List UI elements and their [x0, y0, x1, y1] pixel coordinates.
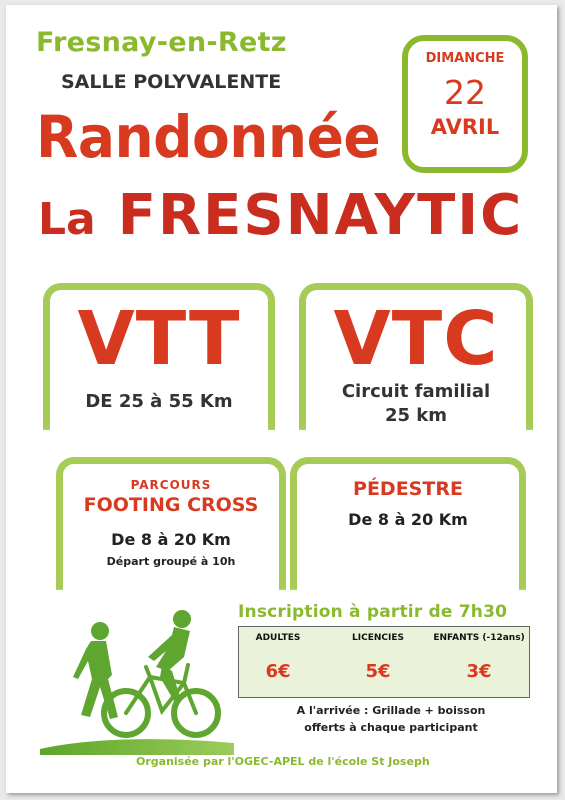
pedestre-distance: De 8 à 20 Km — [348, 510, 468, 529]
price-table — [238, 626, 530, 698]
price-value: 3€ — [466, 661, 492, 682]
price-label: ENFANTS (-12ans) — [433, 633, 525, 643]
pedestre-title: PÉDESTRE — [353, 478, 463, 500]
registration-heading: Inscription à partir de 7h30 — [238, 602, 508, 622]
walker-cyclist-illustration — [34, 605, 234, 755]
arrival-line-2: offerts à chaque participant — [304, 720, 478, 734]
title-article: La — [38, 194, 96, 245]
price-adults — [243, 633, 313, 682]
vtt-distance: DE 25 à 55 Km — [85, 391, 233, 412]
price-label: LICENCIES — [352, 633, 404, 643]
price-value: 6€ — [265, 661, 291, 682]
price-label: ADULTES — [255, 633, 301, 643]
event-type-title: Randonnée — [36, 103, 381, 171]
flyer — [6, 5, 557, 793]
price-licensed — [343, 633, 413, 682]
footing-title: FOOTING CROSS — [83, 494, 259, 516]
footing-kicker: PARCOURS — [130, 478, 212, 492]
footing-start-note: Départ groupé à 10h — [106, 555, 236, 568]
vtc-title: VTC — [333, 296, 499, 382]
footing-card — [56, 457, 286, 590]
date-day: 22 — [444, 73, 486, 112]
town-name: Fresnay-en-Retz — [36, 27, 287, 58]
date-box — [402, 35, 528, 173]
price-children — [433, 633, 525, 682]
footing-distance: De 8 à 20 Km — [111, 530, 231, 549]
vtc-distance: 25 km — [384, 405, 448, 427]
organizer-credit: Organisée par l'OGEC-APEL de l'école St Joseph — [136, 755, 430, 768]
vtc-card — [299, 283, 533, 430]
pedestre-card — [290, 457, 526, 590]
venue-name: SALLE POLYVALENTE — [61, 71, 282, 93]
vtt-title: VTT — [77, 296, 241, 382]
event-name-title — [38, 183, 523, 248]
title-name: FRESNAYTIC — [117, 183, 524, 248]
vtt-card — [43, 283, 275, 430]
arrival-line-1: A l'arrivée : Grillade + boisson — [296, 704, 486, 717]
vtc-circuit: Circuit familial — [341, 381, 491, 402]
date-month: AVRIL — [430, 115, 500, 139]
date-weekday: DIMANCHE — [425, 51, 505, 66]
arrival-note — [266, 703, 516, 736]
price-value: 5€ — [365, 661, 391, 682]
